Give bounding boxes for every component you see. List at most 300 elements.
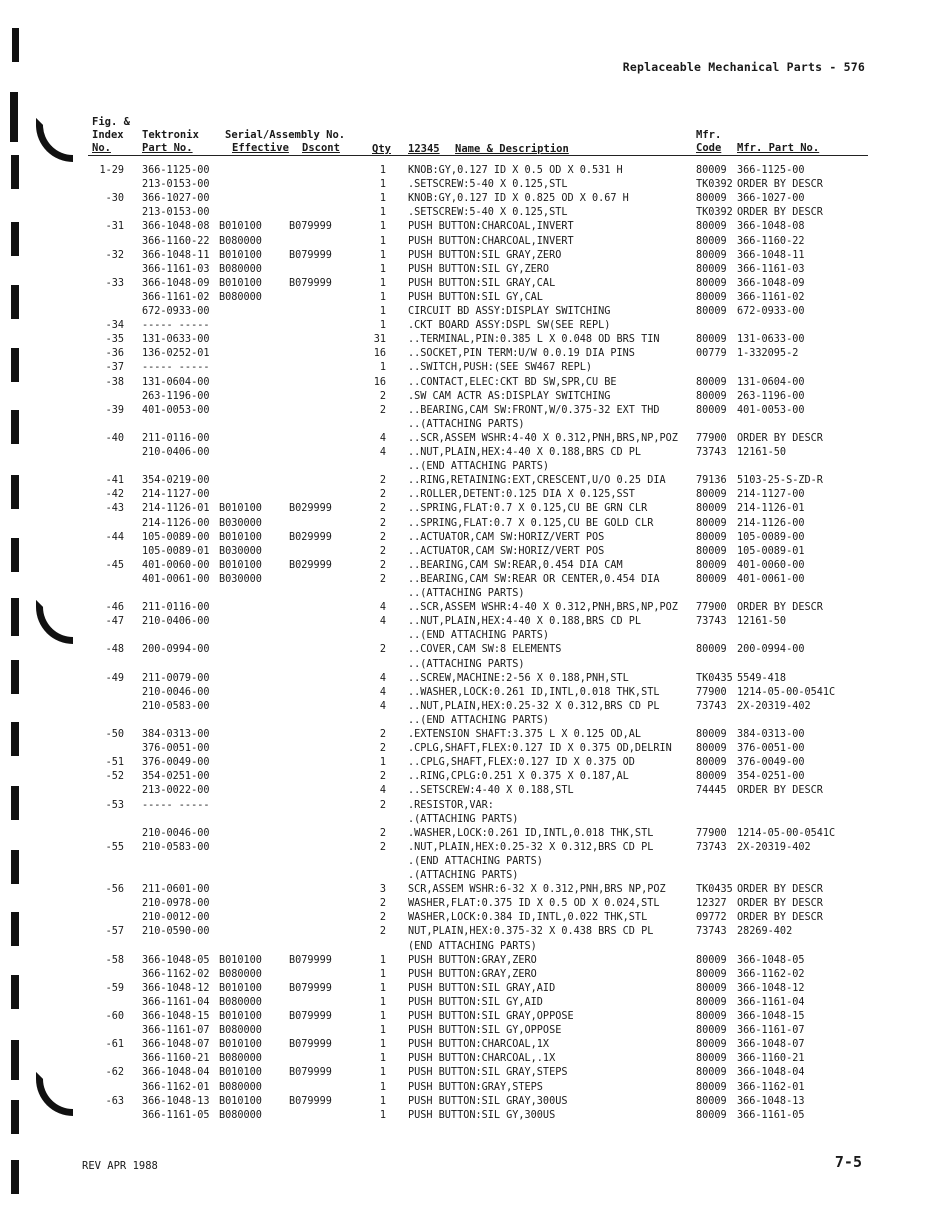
serial-dscont: B079999 (289, 1039, 332, 1051)
part-description: SCR,ASSEM WSHR:6-32 X 0.312,PNH,BRS NP,POZ (408, 884, 666, 896)
fig-index: 1-29 (99, 165, 124, 176)
tektronix-part-no: 366-1048-13 (142, 1095, 210, 1107)
tektronix-part-no: 366-1048-04 (142, 1067, 210, 1079)
table-row (0, 573, 950, 587)
quantity: 16 (373, 348, 386, 360)
serial-effective: B080000 (219, 1081, 262, 1093)
mfr-part-no: ORDER BY DESCR (737, 884, 823, 896)
tektronix-part-no: 401-0053-00 (142, 404, 210, 416)
table-row (0, 615, 950, 629)
table-row (0, 545, 950, 559)
col-mfr-label: Mfr. (696, 129, 722, 141)
quantity: 1 (379, 1039, 386, 1051)
tektronix-part-no: 376-0049-00 (142, 757, 210, 769)
table-row (0, 488, 950, 502)
fig-index: -44 (105, 531, 124, 543)
table-row (0, 658, 950, 672)
table-row (0, 841, 950, 855)
mfr-part-no: ORDER BY DESCR (737, 432, 823, 444)
fig-index: -34 (105, 320, 124, 332)
mfr-part-no: 376-0051-00 (737, 743, 805, 755)
quantity: 1 (379, 1109, 386, 1121)
mfr-code: 80009 (696, 235, 727, 247)
fig-index: -58 (105, 954, 124, 966)
part-description: PUSH BUTTON:SIL GY,AID (408, 996, 543, 1008)
table-row (0, 968, 950, 982)
mfr-code: 80009 (696, 277, 727, 289)
tektronix-part-no: 366-1161-03 (142, 263, 210, 275)
table-row (0, 672, 950, 686)
table-row (0, 460, 950, 474)
part-description: ..NUT,PLAIN,HEX:0.25-32 X 0.312,BRS CD PL (408, 700, 660, 712)
part-description: PUSH BUTTON:CHARCOAL,1X (408, 1039, 550, 1051)
tektronix-part-no: 136-0252-01 (142, 348, 210, 360)
header-rule (88, 155, 868, 156)
quantity: 4 (379, 785, 386, 797)
table-row (0, 235, 950, 249)
table-row (0, 418, 950, 432)
part-description: ..SPRING,FLAT:0.7 X 0.125,CU BE GRN CLR (408, 503, 648, 515)
fig-index: -43 (105, 503, 124, 515)
serial-effective: B010100 (219, 954, 262, 966)
col-serial-label: Serial/Assembly No. (225, 129, 346, 141)
part-description: PUSH BUTTON:SIL GRAY,CAL (408, 277, 556, 289)
quantity: 1 (379, 179, 386, 191)
fig-index: -47 (105, 616, 124, 628)
serial-effective: B080000 (219, 996, 262, 1008)
fig-index: -42 (105, 489, 124, 501)
part-description: ..BEARING,CAM SW:FRONT,W/0.375-32 EXT THD (408, 404, 660, 416)
quantity: 2 (379, 390, 386, 402)
part-description: ..RING,RETAINING:EXT,CRESCENT,U/O 0.25 DIA (408, 475, 666, 487)
quantity: 2 (379, 489, 386, 501)
mfr-part-no: 1-332095-2 (737, 348, 799, 360)
table-row (0, 1109, 950, 1123)
tektronix-part-no: 213-0022-00 (142, 785, 210, 797)
mfr-part-no: 28269-402 (737, 926, 793, 938)
part-description: ..SOCKET,PIN TERM:U/W 0.0.19 DIA PINS (408, 348, 635, 360)
tektronix-part-no: 354-0219-00 (142, 475, 210, 487)
serial-effective: B010100 (219, 277, 262, 289)
quantity: 1 (379, 1025, 386, 1037)
table-row (0, 220, 950, 234)
mfr-part-no: 366-1048-11 (737, 249, 805, 261)
quantity: 1 (379, 1081, 386, 1093)
serial-effective: B030000 (219, 517, 262, 529)
quantity: 2 (379, 475, 386, 487)
tektronix-part-no: 131-0604-00 (142, 376, 210, 388)
tektronix-part-no: 366-1161-05 (142, 1109, 210, 1121)
part-description: ..TERMINAL,PIN:0.385 L X 0.048 OD BRS TIN (408, 334, 660, 346)
mfr-code: 73743 (696, 841, 727, 853)
serial-effective: B010100 (219, 559, 262, 571)
part-description: PUSH BUTTON:SIL GY,CAL (408, 291, 543, 303)
tektronix-part-no: 214-1127-00 (142, 489, 210, 501)
mfr-part-no: 366-1048-04 (737, 1067, 805, 1079)
col-index-label: Index (92, 129, 124, 141)
table-row (0, 206, 950, 220)
part-description: WASHER,LOCK:0.384 ID,INTL,0.022 THK,STL (408, 912, 648, 924)
table-row (0, 333, 950, 347)
serial-dscont: B079999 (289, 1095, 332, 1107)
quantity: 1 (379, 221, 386, 233)
quantity: 2 (379, 898, 386, 910)
quantity: 1 (379, 263, 386, 275)
serial-effective: B080000 (219, 235, 262, 247)
binder-mark (12, 28, 19, 62)
quantity: 2 (379, 559, 386, 571)
tektronix-part-no: 210-0978-00 (142, 898, 210, 910)
tektronix-part-no: ----- ----- (142, 362, 210, 374)
serial-effective: B080000 (219, 1109, 262, 1121)
tektronix-part-no: 210-0406-00 (142, 616, 210, 628)
quantity: 16 (373, 376, 386, 388)
serial-effective: B010100 (219, 1067, 262, 1079)
col-effective-label: Effective (232, 142, 289, 154)
quantity: 2 (379, 404, 386, 416)
table-row (0, 559, 950, 573)
serial-effective: B080000 (219, 1025, 262, 1037)
fig-index: -33 (105, 277, 124, 289)
mfr-code: 80009 (696, 1039, 727, 1051)
mfr-code: 80009 (696, 503, 727, 515)
col-desc-label: Name & Description (455, 143, 569, 155)
part-description: CIRCUIT BD ASSY:DISPLAY SWITCHING (408, 306, 611, 317)
table-row (0, 940, 950, 954)
mfr-code: 80009 (696, 559, 727, 571)
serial-effective: B010100 (219, 221, 262, 233)
serial-dscont: B079999 (289, 277, 332, 289)
col-tektronix-label: Tektronix (142, 129, 199, 141)
part-description: PUSH BUTTON:SIL GRAY,ZERO (408, 249, 562, 261)
tektronix-part-no: 366-1048-11 (142, 249, 210, 261)
col-fig-label: Fig. & (92, 116, 130, 128)
quantity: 2 (379, 799, 386, 811)
table-row (0, 954, 950, 968)
quantity: 1 (379, 193, 386, 205)
mfr-part-no: 366-1125-00 (737, 165, 805, 176)
part-description: ..COVER,CAM SW:8 ELEMENTS (408, 644, 562, 656)
quantity: 1 (379, 1095, 386, 1107)
quantity: 2 (379, 573, 386, 585)
table-row (0, 686, 950, 700)
part-description: ..NUT,PLAIN,HEX:4-40 X 0.188,BRS CD PL (408, 616, 642, 628)
mfr-part-no: 214-1127-00 (737, 489, 805, 501)
part-description: ..(END ATTACHING PARTS) (408, 630, 550, 642)
table-row (0, 982, 950, 996)
fig-index: -53 (105, 799, 124, 811)
binder-mark (10, 92, 18, 142)
mfr-part-no: ORDER BY DESCR (737, 898, 823, 910)
mfr-part-no: 366-1048-12 (737, 982, 805, 994)
table-row (0, 643, 950, 657)
mfr-code: 80009 (696, 249, 727, 261)
serial-effective: B010100 (219, 1011, 262, 1022)
table-row (0, 925, 950, 939)
mfr-code: 80009 (696, 221, 727, 233)
tektronix-part-no: 366-1160-21 (142, 1053, 210, 1065)
tektronix-part-no: 105-0089-00 (142, 531, 210, 543)
table-row (0, 517, 950, 531)
serial-dscont: B079999 (289, 249, 332, 261)
table-row (0, 897, 950, 911)
quantity: 1 (379, 235, 386, 247)
table-row (0, 1052, 950, 1066)
mfr-code: 00779 (696, 348, 727, 360)
part-description: NUT,PLAIN,HEX:0.375-32 X 0.438 BRS CD PL (408, 926, 654, 938)
quantity: 1 (379, 954, 386, 966)
tektronix-part-no: 376-0051-00 (142, 743, 210, 755)
part-description: .(END ATTACHING PARTS) (408, 855, 543, 867)
mfr-code: 73743 (696, 447, 727, 458)
part-description: .(ATTACHING PARTS) (408, 813, 519, 825)
mfr-code: TK0435 (696, 884, 733, 896)
mfr-part-no: 366-1161-02 (737, 291, 805, 303)
fig-index: -50 (105, 729, 124, 740)
tektronix-part-no: 401-0060-00 (142, 559, 210, 571)
part-description: PUSH BUTTON:SIL GRAY,300US (408, 1095, 568, 1107)
part-description: PUSH BUTTON:GRAY,ZERO (408, 968, 537, 980)
table-row (0, 305, 950, 319)
quantity: 2 (379, 644, 386, 656)
binder-hook (36, 118, 73, 162)
quantity: 1 (379, 207, 386, 219)
mfr-part-no: 12161-50 (737, 616, 787, 628)
fig-index: -31 (105, 221, 124, 233)
fig-index: -37 (105, 362, 124, 374)
tektronix-part-no: 105-0089-01 (142, 545, 210, 557)
mfr-code: 77900 (696, 432, 727, 444)
mfr-part-no: 366-1161-03 (737, 263, 805, 275)
revision-date: REV APR 1988 (82, 1160, 158, 1172)
table-row (0, 813, 950, 827)
part-description: ..BEARING,CAM SW:REAR OR CENTER,0.454 DIA (408, 573, 660, 585)
fig-index: -56 (105, 884, 124, 896)
fig-index: -39 (105, 404, 124, 416)
part-description: PUSH BUTTON:GRAY,STEPS (408, 1081, 543, 1093)
mfr-part-no: 366-1048-07 (737, 1039, 805, 1051)
tektronix-part-no: 210-0406-00 (142, 447, 210, 458)
mfr-code: 12327 (696, 898, 727, 910)
part-description: .(ATTACHING PARTS) (408, 870, 519, 881)
tektronix-part-no: 131-0633-00 (142, 334, 210, 346)
tektronix-part-no: 213-0153-00 (142, 207, 210, 219)
mfr-part-no: 366-1161-07 (737, 1025, 805, 1037)
table-row (0, 587, 950, 601)
part-description: PUSH BUTTON:CHARCOAL,.1X (408, 1053, 556, 1065)
serial-effective: B010100 (219, 531, 262, 543)
mfr-code: 80009 (696, 531, 727, 543)
mfr-code: 80009 (696, 1095, 727, 1107)
mfr-code: TK0392 (696, 179, 733, 191)
table-row (0, 601, 950, 615)
mfr-part-no: 366-1027-00 (737, 193, 805, 205)
serial-effective: B080000 (219, 1053, 262, 1065)
serial-effective: B030000 (219, 545, 262, 557)
tektronix-part-no: 210-0583-00 (142, 700, 210, 712)
mfr-part-no: 131-0633-00 (737, 334, 805, 346)
part-description: ..SCREW,MACHINE:2-56 X 0.188,PNH,STL (408, 672, 629, 684)
fig-index: -41 (105, 475, 124, 487)
part-description: ..BEARING,CAM SW:REAR,0.454 DIA CAM (408, 559, 623, 571)
table-row (0, 376, 950, 390)
tektronix-part-no: 366-1048-07 (142, 1039, 210, 1051)
fig-index: -36 (105, 348, 124, 360)
fig-index: -57 (105, 926, 124, 938)
mfr-code: 80009 (696, 1067, 727, 1079)
table-row (0, 827, 950, 841)
mfr-code: 77900 (696, 827, 727, 839)
part-description: ..CPLG,SHAFT,FLEX:0.127 ID X 0.375 OD (408, 757, 635, 769)
tektronix-part-no: 366-1027-00 (142, 193, 210, 205)
tektronix-part-no: 366-1162-01 (142, 1081, 210, 1093)
mfr-part-no: 366-1048-05 (737, 954, 805, 966)
part-description: ..NUT,PLAIN,HEX:4-40 X 0.188,BRS CD PL (408, 447, 642, 458)
quantity: 1 (379, 757, 386, 769)
tektronix-part-no: 211-0116-00 (142, 602, 210, 614)
mfr-part-no: 376-0049-00 (737, 757, 805, 769)
quantity: 2 (379, 517, 386, 529)
fig-index: -30 (105, 193, 124, 205)
tektronix-part-no: 210-0046-00 (142, 686, 210, 698)
tektronix-part-no: 211-0079-00 (142, 672, 210, 684)
mfr-code: 74445 (696, 785, 727, 797)
table-row (0, 714, 950, 728)
mfr-code: 80009 (696, 263, 727, 275)
part-description: ..SCR,ASSEM WSHR:4-40 X 0.312,PNH,BRS,NP,POZ (408, 602, 678, 614)
table-row (0, 446, 950, 460)
mfr-code: 80009 (696, 757, 727, 769)
quantity: 2 (379, 531, 386, 543)
fig-index: -49 (105, 672, 124, 684)
serial-effective: B010100 (219, 249, 262, 261)
mfr-part-no: 384-0313-00 (737, 729, 805, 740)
serial-dscont: B079999 (289, 1067, 332, 1079)
quantity: 4 (379, 432, 386, 444)
tektronix-part-no: 210-0012-00 (142, 912, 210, 924)
part-description: ..WASHER,LOCK:0.261 ID,INTL,0.018 THK,STL (408, 686, 660, 698)
tektronix-part-no: 210-0590-00 (142, 926, 210, 938)
quantity: 3 (379, 884, 386, 896)
mfr-part-no: 1214-05-00-0541C (737, 686, 836, 698)
mfr-part-no: 214-1126-01 (737, 503, 805, 515)
mfr-code: 80009 (696, 376, 727, 388)
mfr-part-no: 2X-20319-402 (737, 841, 811, 853)
table-row (0, 756, 950, 770)
quantity: 1 (379, 1053, 386, 1065)
quantity: 1 (379, 249, 386, 261)
quantity: 1 (379, 362, 386, 374)
part-description: .WASHER,LOCK:0.261 ID,INTL,0.018 THK,STL (408, 827, 654, 839)
quantity: 1 (379, 1067, 386, 1079)
part-description: ..SWITCH,PUSH:(SEE SW467 REPL) (408, 362, 593, 374)
part-description: PUSH BUTTON:SIL GRAY,AID (408, 982, 556, 994)
mfr-code: 80009 (696, 996, 727, 1008)
quantity: 1 (379, 1011, 386, 1022)
tektronix-part-no: 210-0583-00 (142, 841, 210, 853)
fig-index: -55 (105, 841, 124, 853)
part-description: PUSH BUTTON:GRAY,ZERO (408, 954, 537, 966)
serial-effective: B080000 (219, 291, 262, 303)
mfr-part-no: 105-0089-01 (737, 545, 805, 557)
table-row (0, 432, 950, 446)
part-description: ..(ATTACHING PARTS) (408, 418, 525, 430)
part-description: PUSH BUTTON:SIL GY,300US (408, 1109, 556, 1121)
part-description: ..ACTUATOR,CAM SW:HORIZ/VERT POS (408, 545, 605, 557)
part-description: ..(ATTACHING PARTS) (408, 658, 525, 670)
quantity: 4 (379, 616, 386, 628)
part-description: .EXTENSION SHAFT:3.375 L X 0.125 OD,AL (408, 729, 642, 740)
mfr-code: 80009 (696, 1053, 727, 1065)
tektronix-part-no: 210-0046-00 (142, 827, 210, 839)
mfr-code: 80009 (696, 729, 727, 740)
quantity: 2 (379, 926, 386, 938)
part-description: ..(END ATTACHING PARTS) (408, 461, 550, 473)
mfr-code: 80009 (696, 390, 727, 402)
quantity: 4 (379, 672, 386, 684)
mfr-part-no: 401-0060-00 (737, 559, 805, 571)
mfr-code: 80009 (696, 1011, 727, 1022)
serial-effective: B010100 (219, 982, 262, 994)
col-dscont-label: Dscont (302, 142, 340, 154)
tektronix-part-no: 366-1161-07 (142, 1025, 210, 1037)
mfr-part-no: 12161-50 (737, 447, 787, 458)
quantity: 1 (379, 996, 386, 1008)
quantity: 2 (379, 912, 386, 924)
table-row (0, 164, 950, 178)
mfr-code: 80009 (696, 334, 727, 346)
mfr-code: 80009 (696, 1081, 727, 1093)
fig-index: -63 (105, 1095, 124, 1107)
table-row (0, 263, 950, 277)
quantity: 1 (379, 982, 386, 994)
table-row (0, 799, 950, 813)
mfr-code: 80009 (696, 404, 727, 416)
tektronix-part-no: 366-1048-09 (142, 277, 210, 289)
mfr-part-no: 366-1162-01 (737, 1081, 805, 1093)
table-row (0, 249, 950, 263)
mfr-code: TK0392 (696, 207, 733, 219)
tektronix-part-no: 213-0153-00 (142, 179, 210, 191)
mfr-part-no: 5103-25-S-ZD-R (737, 475, 823, 487)
mfr-part-no: 1214-05-00-0541C (737, 827, 836, 839)
part-description: .RESISTOR,VAR: (408, 799, 494, 811)
mfr-part-no: 366-1048-08 (737, 221, 805, 233)
tektronix-part-no: 211-0601-00 (142, 884, 210, 896)
fig-index: -60 (105, 1011, 124, 1022)
mfr-code: 80009 (696, 545, 727, 557)
mfr-code: 09772 (696, 912, 727, 924)
part-description: KNOB:GY,0.127 ID X 0.5 OD X 0.531 H (408, 165, 623, 176)
quantity: 2 (379, 841, 386, 853)
serial-dscont: B079999 (289, 1011, 332, 1022)
table-row (0, 404, 950, 418)
quantity: 2 (379, 771, 386, 783)
quantity: 2 (379, 743, 386, 755)
part-description: .SETSCREW:5-40 X 0.125,STL (408, 207, 568, 219)
part-description: ..SPRING,FLAT:0.7 X 0.125,CU BE GOLD CLR (408, 517, 654, 529)
mfr-part-no: ORDER BY DESCR (737, 602, 823, 614)
table-row (0, 502, 950, 516)
quantity: 2 (379, 503, 386, 515)
fig-index: -32 (105, 249, 124, 261)
table-row (0, 1038, 950, 1052)
quantity: 1 (379, 320, 386, 332)
mfr-part-no: 366-1048-09 (737, 277, 805, 289)
part-description: .NUT,PLAIN,HEX:0.25-32 X 0.312,BRS CD PL (408, 841, 654, 853)
page-header-title: Replaceable Mechanical Parts - 576 (622, 60, 865, 74)
col-qty-label: Qty (372, 143, 391, 155)
